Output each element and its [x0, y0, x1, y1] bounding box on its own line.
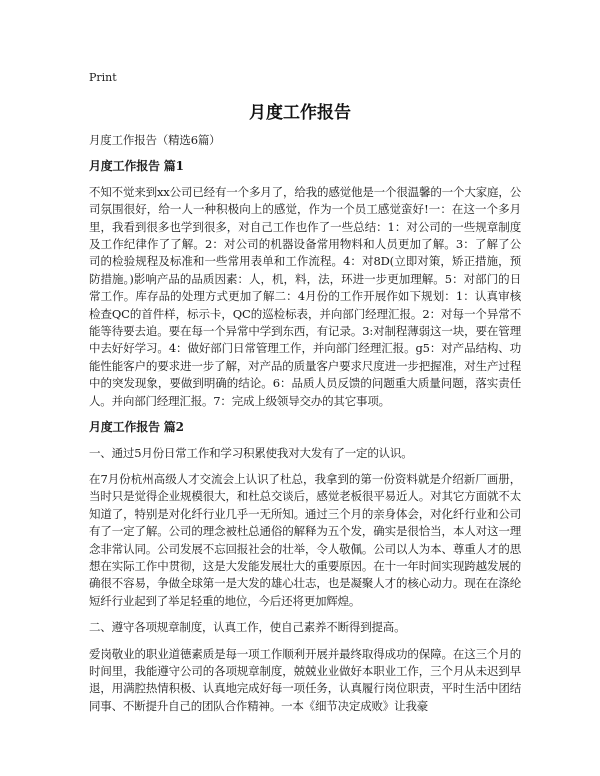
section-1 — [89, 158, 521, 410]
section-2 — [89, 419, 521, 715]
paragraph: 二、遵守各项规章制度，认真工作，使自己素养不断得到提高。 — [89, 620, 406, 635]
print-link[interactable]: Print — [89, 71, 117, 84]
paragraph: 爱岗敬业的职业道德素质是每一项工作顺利开展并最终取得成功的保障。在这三个月的时间里，我能遵守公司的各项规章制度，兢兢业业做好本职业工作，三个月从未迟到早退，用满腔热情积极、认真地完成好每一项任务，认真履行岗位职责，平时生活中团结同事、不断提升自己的团队合作精神。一本《细节决定成败》让我豪 — [89, 646, 521, 713]
paragraph: 不知不觉来到xx公司已经有一个多月了，给我的感觉他是一个很温馨的一个大家庭，公司氛围很好，给一人一种积极向上的感觉，作为一个员工感觉蛮好!一：在这一个多月里，我看到很多也学到很多，对自己工作也作了一些总结：1：对公司的一些规章制度及工作纪律作了了解。2：对公司的机器设备常用物料和人员更加了解。3：了解了公司的检验规程及标准和一些常用表单和工作流程。4：对8D(立即对策，矫正措施，预防措施。)影响产品的品质因素：人，机，料，法，环进一步更加理解。5：对部门的日常工作。库存品的处理方式更加了解二：4月份的工作开展作如下规划：1：认真审核检查QC的首件样，标示卡，QC的巡检标表，并向部门经理汇报。2：对每一个异常不能等待要去追。要在每一个异常中学到东西，有记录。3:对制程薄弱这一块，要在管理中去好好学习。4：做好部门日常管理工作，并向部门经理汇报。g5：对产品结构、功能性能客户的要求进一步了解，对产品的质量客户要求尺度进一步把握准，对生产过程中的突发现象，要做到明确的结论。6：品质人员反馈的问题重大质量问题，落实责任人。并向部门经理汇报。7：完成上级领导交办的其它事项。 — [89, 184, 521, 408]
document-subtitle: 月度工作报告（精选6篇） — [89, 133, 221, 147]
section-heading: 月度工作报告 篇1 — [89, 159, 184, 174]
document-title: 月度工作报告 — [249, 103, 351, 123]
document-body — [89, 132, 521, 724]
paragraph: 一、通过5月份日常工作和学习积累使我对大发有了一定的认识。 — [89, 445, 413, 460]
section-heading: 月度工作报告 篇2 — [89, 420, 184, 435]
paragraph: 在7月份杭州高级人才交流会上认识了杜总，我拿到的第一份资料就是介绍新厂画册，当时只是觉得企业规模很大，和杜总交谈后，感觉老板很平易近人。对其它方面就不太知道了，特别是对化纤行业几乎一无所知。通过三个月的亲身体会，对化纤行业和公司有了一定了解。公司的理念被杜总通俗的解释为五个发，确实是很恰当，本人对这一理念非常认同。公司发展不忘回报社会的壮举，令人敬佩。公司以人为本、尊重人才的思想在实际工作中贯彻，这是大发能发展壮大的重要原因。在十一年时间实现跨越发展的确很不容易，争做全球第一是大发的雄心壮志，也是凝聚人才的核心动力。现在在涤纶短纤行业起到了举足轻重的地位，今后还将更加辉煌。 — [89, 471, 521, 608]
